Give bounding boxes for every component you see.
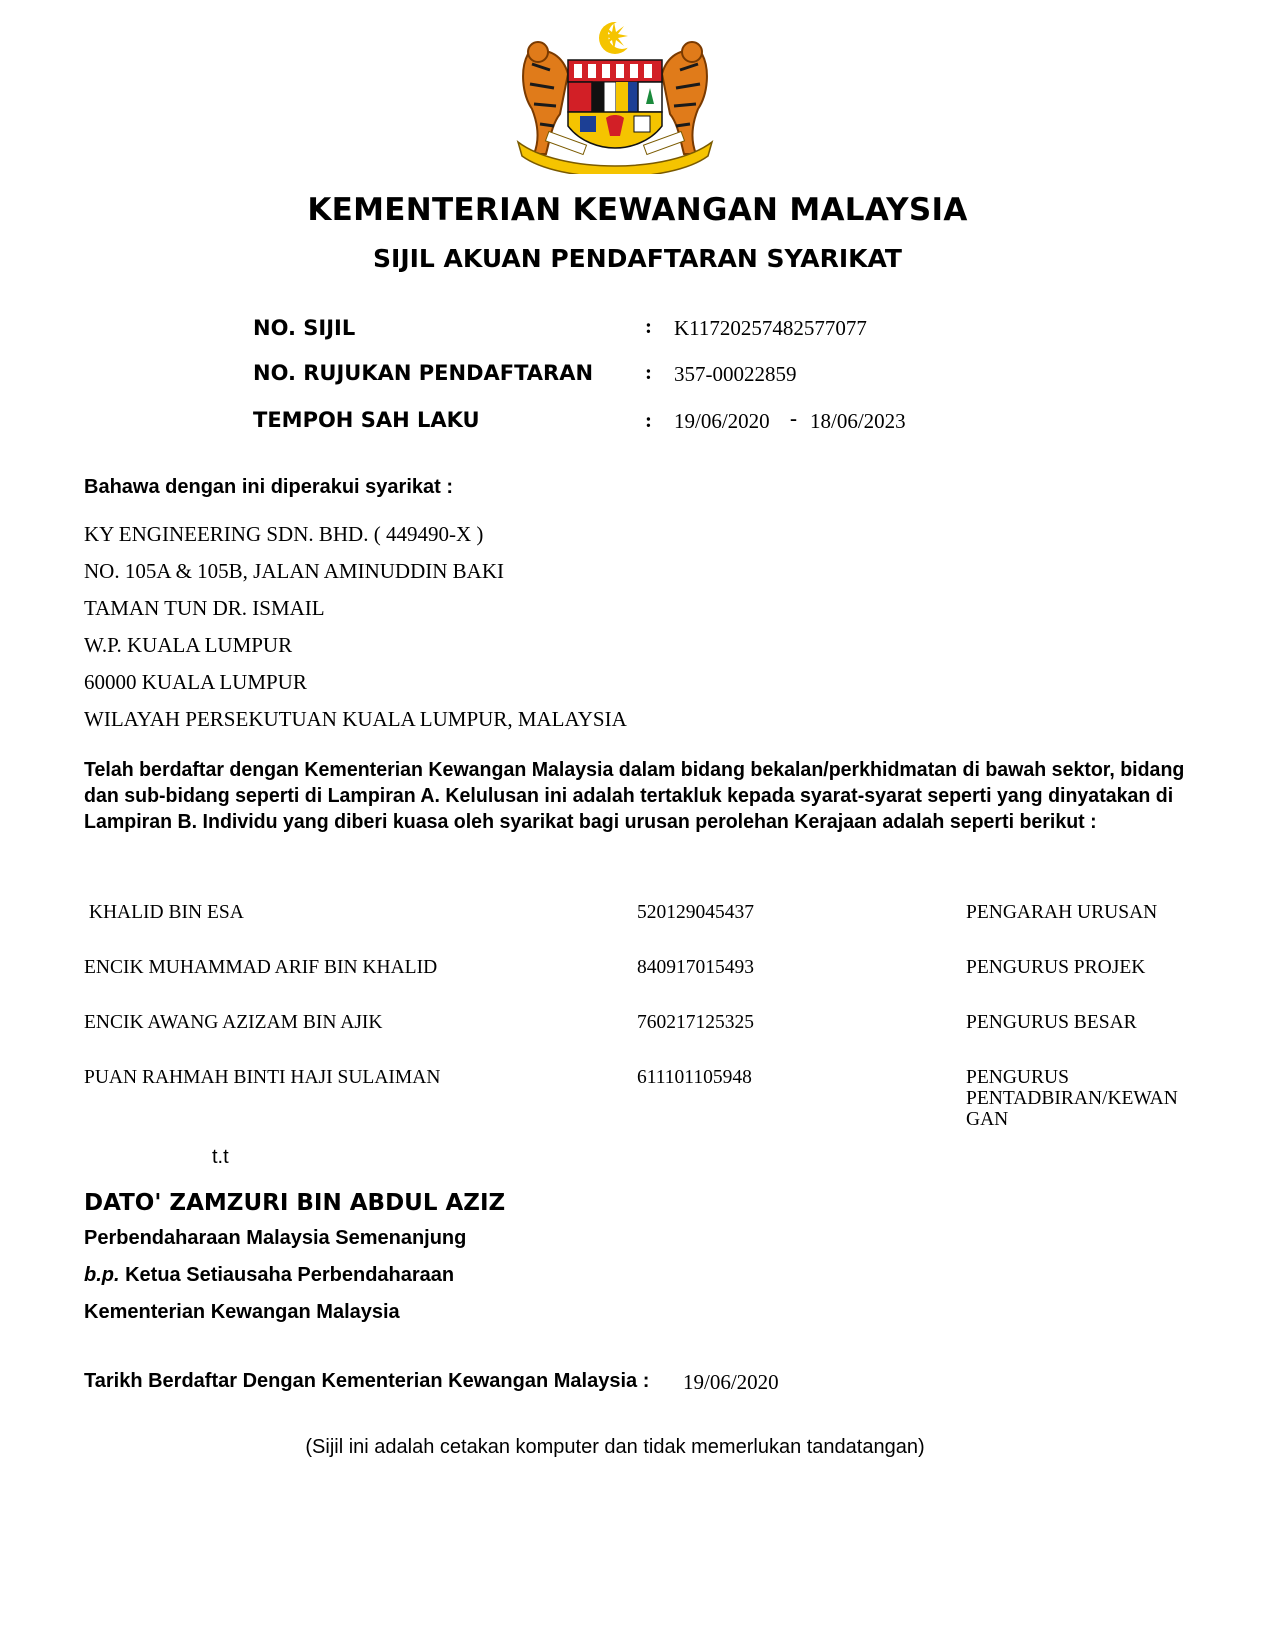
- statement-line: Lampiran B. Individu yang diberi kuasa oleh syarikat bagi urusan perolehan Kerajaan adalah seperti berikut :: [84, 811, 1097, 833]
- person-name: PUAN RAHMAH BINTI HAJI SULAIMAN: [84, 1067, 441, 1088]
- person-id: 611101105948: [637, 1067, 752, 1088]
- signer-name: DATO' ZAMZURI BIN ABDUL AZIZ: [84, 1190, 506, 1216]
- ministry-title: KEMENTERIAN KEWANGAN MALAYSIA: [307, 192, 968, 228]
- address-line: NO. 105A & 105B, JALAN AMINUDDIN BAKI: [84, 559, 504, 583]
- statement-line: Telah berdaftar dengan Kementerian Kewangan Malaysia dalam bidang bekalan/perkhidmatan di bawah sektor, bidang: [84, 759, 1185, 781]
- reg-ref-label: NO. RUJUKAN PENDAFTARAN: [253, 361, 594, 385]
- signer-capacity-text: Ketua Setiausaha Perbendaharaan: [125, 1264, 455, 1286]
- intro-text: Bahawa dengan ini diperakui syarikat :: [84, 476, 454, 498]
- signer-capacity: [84, 1264, 454, 1287]
- statement-line: dan sub-bidang seperti di Lampiran A. Kelulusan ini adalah tertakluk kepada syarat-syarat seperti yang dinyatakan di: [84, 785, 1174, 807]
- person-role: PENGARAH URUSAN: [966, 902, 1158, 923]
- validity-label: TEMPOH SAH LAKU: [253, 408, 480, 432]
- signer-ministry: Kementerian Kewangan Malaysia: [84, 1301, 400, 1323]
- cert-no-label: NO. SIJIL: [253, 316, 356, 340]
- signer-office: Perbendaharaan Malaysia Semenanjung: [84, 1227, 467, 1249]
- cert-no-colon: :: [645, 314, 652, 338]
- person-name: ENCIK AWANG AZIZAM BIN AJIK: [84, 1012, 383, 1033]
- validity-from: 19/06/2020: [674, 409, 770, 433]
- bp-prefix: b.p.: [84, 1264, 120, 1286]
- person-id: 760217125325: [637, 1012, 754, 1033]
- reg-ref-value: 357-00022859: [674, 362, 797, 386]
- registration-statement: [84, 757, 1185, 835]
- person-role: PENGURUS BESAR: [966, 1012, 1137, 1033]
- person-role: PENGURUS PROJEK: [966, 957, 1146, 978]
- person-id: 840917015493: [637, 957, 754, 978]
- person-role-line: PENGURUS: [966, 1067, 1069, 1088]
- address-line: WILAYAH PERSEKUTUAN KUALA LUMPUR, MALAYSIA: [84, 707, 627, 731]
- company-name: KY ENGINEERING SDN. BHD. ( 449490-X ): [84, 522, 484, 546]
- registration-date-label: Tarikh Berdaftar Dengan Kementerian Kewangan Malaysia :: [84, 1370, 650, 1392]
- person-role-line: PENTADBIRAN/KEWAN: [966, 1088, 1178, 1109]
- address-line: 60000 KUALA LUMPUR: [84, 670, 307, 694]
- malaysia-coat-of-arms-icon: [510, 14, 720, 174]
- person-role-line: GAN: [966, 1109, 1009, 1130]
- person-name: KHALID BIN ESA: [84, 902, 244, 923]
- person-role: [966, 1067, 1206, 1130]
- person-name: ENCIK MUHAMMAD ARIF BIN KHALID: [84, 957, 438, 978]
- registration-date-value: 19/06/2020: [683, 1370, 779, 1394]
- person-id: 520129045437: [637, 902, 754, 923]
- address-line: W.P. KUALA LUMPUR: [84, 633, 293, 657]
- address-line: TAMAN TUN DR. ISMAIL: [84, 596, 325, 620]
- signature-tt: t.t: [212, 1146, 229, 1168]
- validity-colon: :: [645, 408, 652, 432]
- certificate-title: SIJIL AKUAN PENDAFTARAN SYARIKAT: [373, 244, 902, 273]
- cert-no-value: K11720257482577077: [674, 316, 867, 340]
- reg-ref-colon: :: [645, 360, 652, 384]
- computer-print-note: (Sijil ini adalah cetakan komputer dan tidak memerlukan tandatangan): [305, 1436, 925, 1458]
- validity-separator: -: [790, 406, 797, 430]
- validity-to: 18/06/2023: [810, 409, 906, 433]
